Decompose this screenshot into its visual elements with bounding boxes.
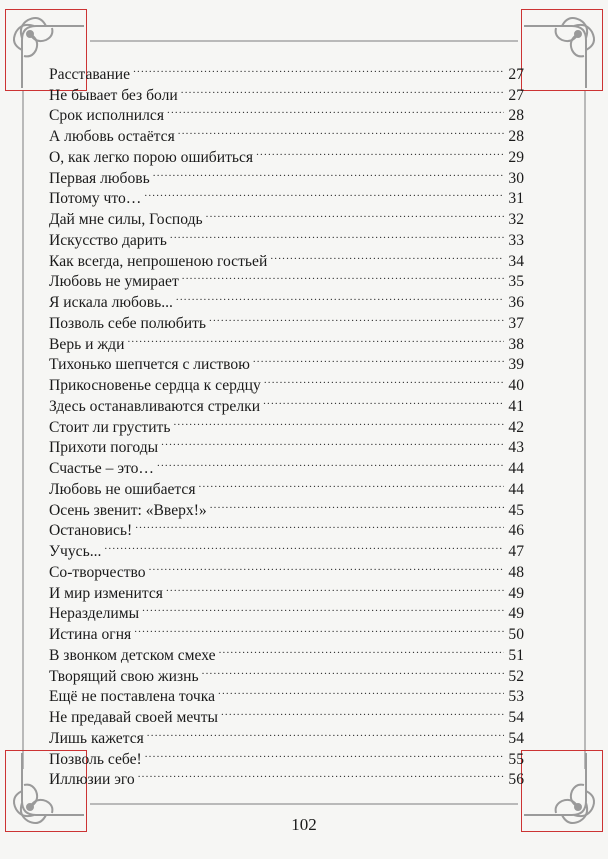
- toc-leader-dots: [199, 473, 504, 494]
- toc-entry-page: 29: [508, 148, 524, 166]
- toc-leader-dots: [206, 203, 504, 224]
- toc-entry-title: Прихоти погоды: [49, 439, 159, 457]
- toc-leader-dots: [144, 183, 504, 204]
- toc-leader-dots: [181, 79, 504, 100]
- toc-entry-page: 32: [508, 211, 524, 228]
- toc-entry-title: Срок исполнился: [49, 107, 165, 125]
- corner-ornament-icon: [522, 10, 602, 90]
- toc-entry-title: Дай мне силы, Господь: [49, 211, 203, 228]
- toc-entry-title: Тихонько шепчется с листвою: [49, 356, 250, 374]
- toc-entry-title: Осень звенит: «Вверх!»: [49, 501, 207, 519]
- toc-entry-title: Я искала любовь...: [49, 294, 173, 311]
- toc-leader-dots: [221, 701, 504, 722]
- toc-entry-page: 35: [508, 273, 524, 291]
- toc-leader-dots: [209, 307, 504, 328]
- toc-entry-page: 44: [508, 460, 524, 477]
- toc-entry-title: Ещё не поставлена точка: [49, 688, 216, 706]
- toc-entry-title: Позволь себе полюбить: [49, 314, 207, 332]
- toc-entry-title: Лишь кажется: [49, 729, 144, 747]
- toc-entry-title: О, как легко порою ошибиться: [49, 148, 254, 166]
- toc-leader-dots: [264, 369, 504, 390]
- toc-leader-dots: [135, 515, 504, 536]
- toc-leader-dots: [104, 535, 504, 556]
- toc-entry-page: 27: [508, 65, 524, 83]
- toc-leader-dots: [178, 120, 504, 141]
- toc-leader-dots: [202, 660, 504, 681]
- frame-top-border: [90, 40, 518, 42]
- toc-leader-dots: [253, 349, 504, 370]
- toc-leader-dots: [133, 58, 504, 79]
- toc-entry-title: Стоит ли грустить: [49, 418, 171, 436]
- toc-entry-page: 49: [508, 584, 524, 602]
- toc-entry-title: Прикосновенье сердца к сердцу: [49, 377, 261, 394]
- toc-leader-dots: [210, 494, 504, 515]
- toc-entry-page: 48: [508, 563, 524, 581]
- toc-entry-page: 28: [508, 107, 524, 125]
- toc-leader-dots: [157, 452, 504, 473]
- toc-leader-dots: [270, 245, 504, 266]
- toc-entry-title: Верь и жди: [49, 335, 125, 353]
- toc-leader-dots: [142, 598, 504, 619]
- toc-leader-dots: [170, 224, 504, 245]
- toc-entry-page: 52: [508, 667, 524, 685]
- toc-leader-dots: [134, 618, 504, 639]
- toc-entry-page: 40: [508, 377, 524, 394]
- toc-entry-page: 38: [508, 335, 524, 353]
- frame-bottom-border: [90, 803, 518, 805]
- toc-entry-page: 55: [508, 750, 524, 768]
- toc-entry: [49, 535, 524, 560]
- toc-entry-page: 45: [508, 501, 524, 519]
- toc-leader-dots: [173, 411, 504, 432]
- toc-entry-page: 37: [508, 314, 524, 332]
- toc-leader-dots: [127, 328, 504, 349]
- toc-entry: [49, 58, 524, 83]
- toc-entry-page: 30: [508, 169, 524, 187]
- toc-entry-title: Неразделимы: [49, 605, 140, 623]
- toc-leader-dots: [263, 390, 504, 411]
- toc-entry-page: 43: [508, 439, 524, 457]
- toc-entry-page: 33: [508, 231, 524, 249]
- toc-leader-dots: [176, 286, 504, 307]
- toc-entry-title: Истина огня: [49, 626, 132, 643]
- toc-leader-dots: [167, 100, 504, 121]
- frame-left-border: [22, 90, 24, 769]
- toc-entry-page: 46: [508, 522, 524, 540]
- toc-entry-page: 50: [508, 626, 524, 643]
- toc-entry-title: Иллюзии эго: [49, 771, 135, 789]
- toc-entry-title: Любовь не ошибается: [49, 480, 196, 498]
- toc-entry-title: А любовь остаётся: [49, 128, 175, 145]
- toc-entry-page: 28: [508, 128, 524, 145]
- toc-entry-title: Искусство дарить: [49, 231, 167, 249]
- page-number: 102: [291, 815, 317, 834]
- toc-leader-dots: [149, 556, 504, 577]
- toc-entry-page: 27: [508, 86, 524, 104]
- toc-leader-dots: [182, 266, 504, 287]
- toc-leader-dots: [145, 743, 504, 764]
- toc-entry: [49, 556, 524, 581]
- toc-leader-dots: [161, 432, 504, 453]
- toc-entry-page: 56: [508, 771, 524, 789]
- toc-entry-page: 36: [508, 294, 524, 311]
- toc-entry-page: 42: [508, 418, 524, 436]
- toc-entry-title: Со-творчество: [49, 563, 146, 581]
- toc-entry-title: И мир изменится: [49, 584, 163, 602]
- toc-entry-page: 54: [508, 709, 524, 726]
- toc-leader-dots: [256, 141, 504, 162]
- toc-entry-title: Учусь...: [49, 543, 102, 560]
- toc-entry-title: Здесь останавливаются стрелки: [49, 397, 261, 415]
- toc-entry-title: Как всегда, непрошеною гостьей: [49, 252, 268, 270]
- toc-entry-page: 41: [508, 397, 524, 415]
- toc-leader-dots: [147, 722, 504, 743]
- toc-entry-page: 51: [508, 646, 524, 664]
- toc-entry-title: Первая любовь: [49, 169, 150, 187]
- toc-entry-title: Позволь себе!: [49, 750, 142, 768]
- toc-entry-title: Расставание: [49, 65, 131, 83]
- toc-entry-page: 31: [508, 190, 524, 208]
- toc-entry-page: 53: [508, 688, 524, 706]
- toc-entry-page: 47: [508, 543, 524, 560]
- toc-entry-title: В звонком детском смехе: [49, 646, 216, 664]
- toc-entry-title: Счастье – это…: [49, 460, 155, 477]
- toc-leader-dots: [218, 681, 504, 702]
- toc-entry-title: Любовь не умирает: [49, 273, 179, 291]
- toc-entry-title: Остановись!: [49, 522, 133, 540]
- toc-entry-page: 39: [508, 356, 524, 374]
- toc-entry-page: 54: [508, 729, 524, 747]
- toc-entry-page: 49: [508, 605, 524, 623]
- toc-entry-title: Потому что…: [49, 190, 142, 208]
- frame-right-border: [584, 90, 586, 769]
- toc-leader-dots: [153, 162, 504, 183]
- toc-entry-page: 34: [508, 252, 524, 270]
- toc-leader-dots: [166, 577, 504, 598]
- toc-entry-title: Творящий свою жизнь: [49, 667, 199, 685]
- toc-entry-page: 44: [508, 480, 524, 498]
- toc-leader-dots: [138, 764, 504, 785]
- toc-entry-title: Не предавай своей мечты: [49, 709, 218, 726]
- toc-leader-dots: [219, 639, 504, 660]
- toc-entry-title: Не бывает без боли: [49, 86, 178, 104]
- table-of-contents: [49, 58, 524, 789]
